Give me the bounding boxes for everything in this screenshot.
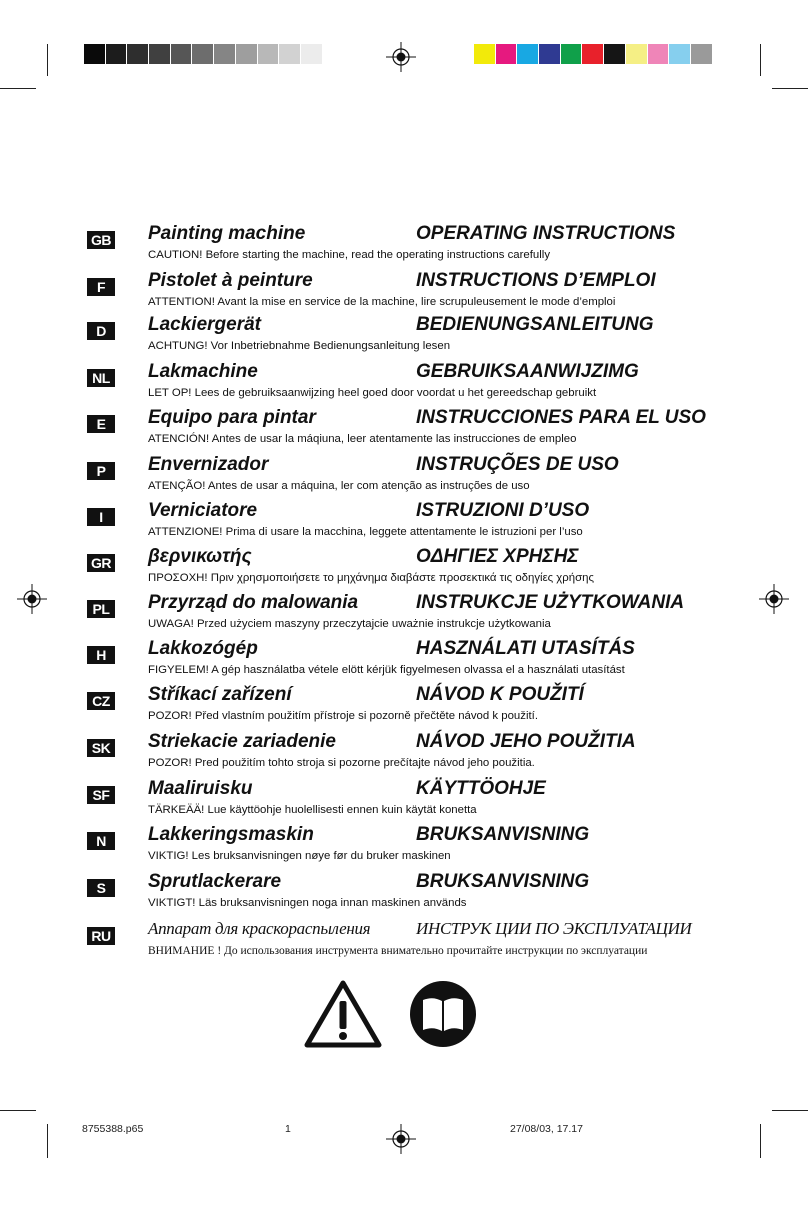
language-row-nl [0,361,808,412]
language-code-badge: P [87,462,115,480]
caution-text: ΠΡΟΣΟΧΗ! Πριν χρησμοποιήσετε το μηχάνημα διαβάστε προσεκτικά τις οδηγίες χρήσης [148,572,594,584]
color-swatch [604,44,626,64]
caution-text: ACHTUNG! Vor Inbetriebnahme Bedienungsanleitung lesen [148,340,451,352]
caution-text: ВНИМАНИЕ ! До использования инструмента внимательно прочитайте инструкции по эксплуатации [148,945,648,957]
language-row-ru [0,919,808,970]
crop-mark [0,88,36,89]
product-title: Lackiergerät [148,314,262,335]
product-title: Аппарат для краскораспыления [148,919,371,938]
product-title: Verniciatore [148,500,258,521]
language-code-badge: NL [87,369,115,387]
product-title: Lakmachine [148,361,258,382]
color-swatch [84,44,106,64]
language-row-gr [0,546,808,597]
footer-date: 27/08/03, 17.17 [510,1123,583,1135]
language-code-badge: E [87,415,115,433]
product-title: Equipo para pintar [148,407,316,428]
color-swatch [539,44,561,64]
color-swatch [496,44,518,64]
language-code-badge: PL [87,600,115,618]
instructions-heading: INSTRUKCJE UŻYTKOWANIA [416,592,685,613]
language-row-n [0,824,808,875]
color-bar [474,44,713,64]
read-manual-icon [409,980,477,1048]
caution-text: ATTENTION! Avant la mise en service de la machine, lire scrupuleusement le mode d’emploi [148,296,616,308]
instructions-heading: ИНСТРУК ЦИИ ПО ЭКСПЛУАТАЦИИ [416,919,692,938]
language-row-gb [0,223,808,274]
instructions-heading: OPERATING INSTRUCTIONS [416,223,676,244]
language-code-badge: GB [87,231,115,249]
color-swatch [626,44,648,64]
caution-text: ATENCIÓN! Antes de usar la máqiuna, leer atentamente las instrucciones de empleo [148,433,577,445]
caution-text: VIKTIGT! Läs bruksanvisningen noga innan maskinen används [148,897,467,909]
language-code-badge: H [87,646,115,664]
instructions-heading: NÁVOD JEHO POUŽITIA [416,731,636,752]
caution-text: VIKTIG! Les bruksanvisningen nøye før du bruker maskinen [148,850,451,862]
instructions-heading: NÁVOD K POUŽITÍ [416,684,584,705]
caution-text: FIGYELEM! A gép használatba vétele elött kérjük figyelmesen olvassa el a használati utasítást [148,664,625,676]
color-swatch [171,44,193,64]
language-code-badge: CZ [87,692,115,710]
crop-mark [772,88,808,89]
registration-mark-icon [386,42,416,72]
instructions-heading: KÄYTTÖOHJE [416,778,546,799]
color-swatch [127,44,149,64]
color-swatch [517,44,539,64]
language-row-f [0,270,808,321]
language-code-badge: D [87,322,115,340]
crop-mark [760,44,761,76]
warning-triangle-icon [304,979,382,1049]
color-swatch [582,44,604,64]
language-code-badge: N [87,832,115,850]
language-row-pl [0,592,808,643]
crop-mark [0,1110,36,1111]
language-code-badge: S [87,879,115,897]
color-swatch [669,44,691,64]
language-code-badge: SF [87,786,115,804]
color-swatch [214,44,236,64]
instructions-heading: BEDIENUNGSANLEITUNG [416,314,654,335]
color-swatch [236,44,258,64]
color-swatch [301,44,323,64]
product-title: βερνικωτής [148,546,252,567]
language-row-p [0,454,808,505]
color-swatch [258,44,280,64]
caution-text: ATENÇÃO! Antes de usar a máquina, ler com atenção as instruções de uso [148,480,530,492]
instructions-heading: ΟΔΗΓΙΕΣ ΧΡΗΣΗΣ [416,546,579,567]
instructions-heading: BRUKSANVISNING [416,824,590,845]
product-title: Envernizador [148,454,269,475]
color-swatch [561,44,583,64]
instructions-heading: INSTRUCTIONS D’EMPLOI [416,270,656,291]
instructions-heading: INSTRUÇÕES DE USO [416,454,619,475]
language-row-e [0,407,808,458]
language-row-cz [0,684,808,735]
language-row-h [0,638,808,689]
product-title: Striekacie zariadenie [148,731,336,752]
caution-text: POZOR! Pred použitím tohto stroja si pozorne prečítajte návod jeho použitia. [148,757,535,769]
language-row-d [0,314,808,365]
registration-mark-icon [386,1124,416,1154]
caution-text: POZOR! Před vlastním použitím přístroje si pozorně přečtěte návod k použití. [148,710,538,722]
product-title: Lakkeringsmaskin [148,824,314,845]
color-swatch [279,44,301,64]
instructions-heading: GEBRUIKSAANWIJZIMG [416,361,639,382]
color-swatch [192,44,214,64]
language-row-sf [0,778,808,829]
language-code-badge: RU [87,927,115,945]
color-swatch [149,44,171,64]
crop-mark [47,1124,48,1158]
language-row-i [0,500,808,551]
product-title: Przyrząd do malowania [148,592,359,613]
caution-text: CAUTION! Before starting the machine, read the operating instructions carefully [148,249,551,261]
language-code-badge: F [87,278,115,296]
crop-mark [760,1124,761,1158]
color-swatch [106,44,128,64]
color-swatch [691,44,713,64]
color-swatch [474,44,496,64]
language-row-s [0,871,808,922]
product-title: Lakkozógép [148,638,258,659]
language-row-sk [0,731,808,782]
caution-text: TÄRKEÄÄ! Lue käyttöohje huolellisesti ennen kuin käytät konetta [148,804,477,816]
instructions-heading: ISTRUZIONI D’USO [416,500,590,521]
product-title: Stříkací zařízení [148,684,292,705]
instructions-heading: INSTRUCCIONES PARA EL USO [416,407,706,428]
caution-text: LET OP! Lees de gebruiksaanwijzing heel goed door voordat u het gereedschap gebruikt [148,387,597,399]
product-title: Sprutlackerare [148,871,282,892]
color-swatch [648,44,670,64]
language-code-badge: I [87,508,115,526]
language-code-badge: GR [87,554,115,572]
caution-text: ATTENZIONE! Prima di usare la macchina, leggete attentamente le istruzioni per l’uso [148,526,583,538]
grayscale-bar [84,44,323,64]
instructions-heading: BRUKSANVISNING [416,871,590,892]
language-code-badge: SK [87,739,115,757]
product-title: Painting machine [148,223,306,244]
product-title: Maaliruisku [148,778,253,799]
instructions-heading: HASZNÁLATI UTASÍTÁS [416,638,635,659]
footer-page-number: 1 [285,1123,291,1135]
crop-mark [772,1110,808,1111]
footer-filename: 8755388.p65 [82,1123,144,1135]
caution-text: UWAGA! Przed użyciem maszyny przeczytajcie uważnie instrukcje użytkowania [148,618,551,630]
crop-mark [47,44,48,76]
product-title: Pistolet à peinture [148,270,313,291]
